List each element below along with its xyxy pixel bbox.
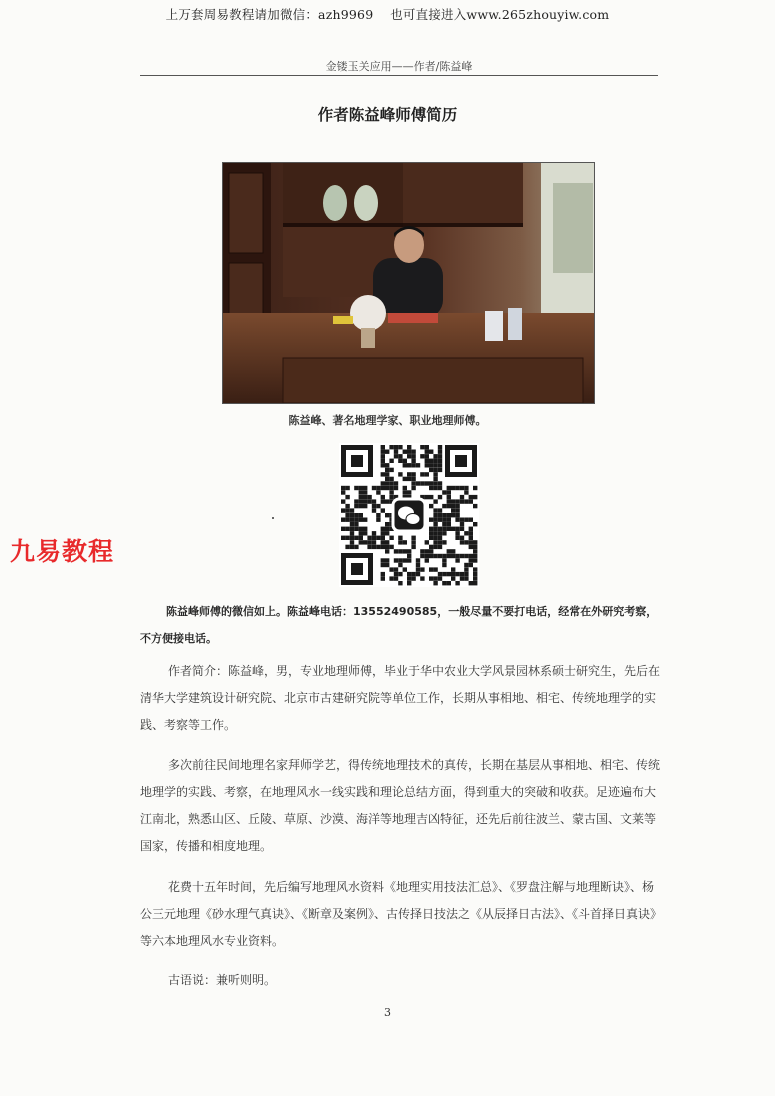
top-notice: 上万套周易教程请加微信：azh9969 也可直接进入www.265zhouyiw.com xyxy=(165,7,610,22)
wechat-qr-code xyxy=(339,443,479,587)
page-title: 作者陈益峰师傅简历 xyxy=(317,106,458,124)
watermark-logo: 九易教程 xyxy=(10,537,115,566)
bio-paragraph: 多次前往民间地理名家拜师学艺，得传统地理技术的真传，长期在基层从事相地、相宅、传统地理学的实践、考察，在地理风水一线实践和理论总结方面，得到重大的突破和收获。足迹遍布大江南北，熟悉山区、丘陵、草原、沙漠、海洋等地理吉凶特征，还先后前往波兰、蒙古国、文莱等国家，传播和相度地理。 xyxy=(140,758,661,853)
photo-caption: 陈益峰、著名地理学家、职业地理师傅。 xyxy=(288,414,487,427)
running-head: 金镂玉关应用——作者/陈益峰 xyxy=(325,60,473,73)
speck xyxy=(272,517,274,519)
bio-paragraph: 花费十五年时间，先后编写地理风水资料《地理实用技法汇总》、《罗盘注解与地理断诀》、杨公三元地理《砂水理气真诀》、《断章及案例》、古传择日技法之《从辰择日古法》、《斗首择日真诀》等六本地理风水专业资料。 xyxy=(140,880,657,948)
author-photo xyxy=(222,162,595,404)
bio-paragraph: 古语说：兼听则明。 xyxy=(168,973,277,987)
header-rule xyxy=(140,75,658,76)
bio-paragraph: 作者简介：陈益峰，男，专业地理师傅，毕业于华中农业大学风景园林系硕士研究生，先后在清华大学建筑设计研究院、北京市古建研究院等单位工作，长期从事相地、相宅、传统地理学的实践、考察等工作。 xyxy=(140,664,661,732)
page-number: 3 xyxy=(384,1006,391,1019)
contact-line: 陈益峰师傅的微信如上。陈益峰电话：13552490585，一般尽量不要打电话，经常在外研究考察，不方便接电话。 xyxy=(140,605,658,645)
